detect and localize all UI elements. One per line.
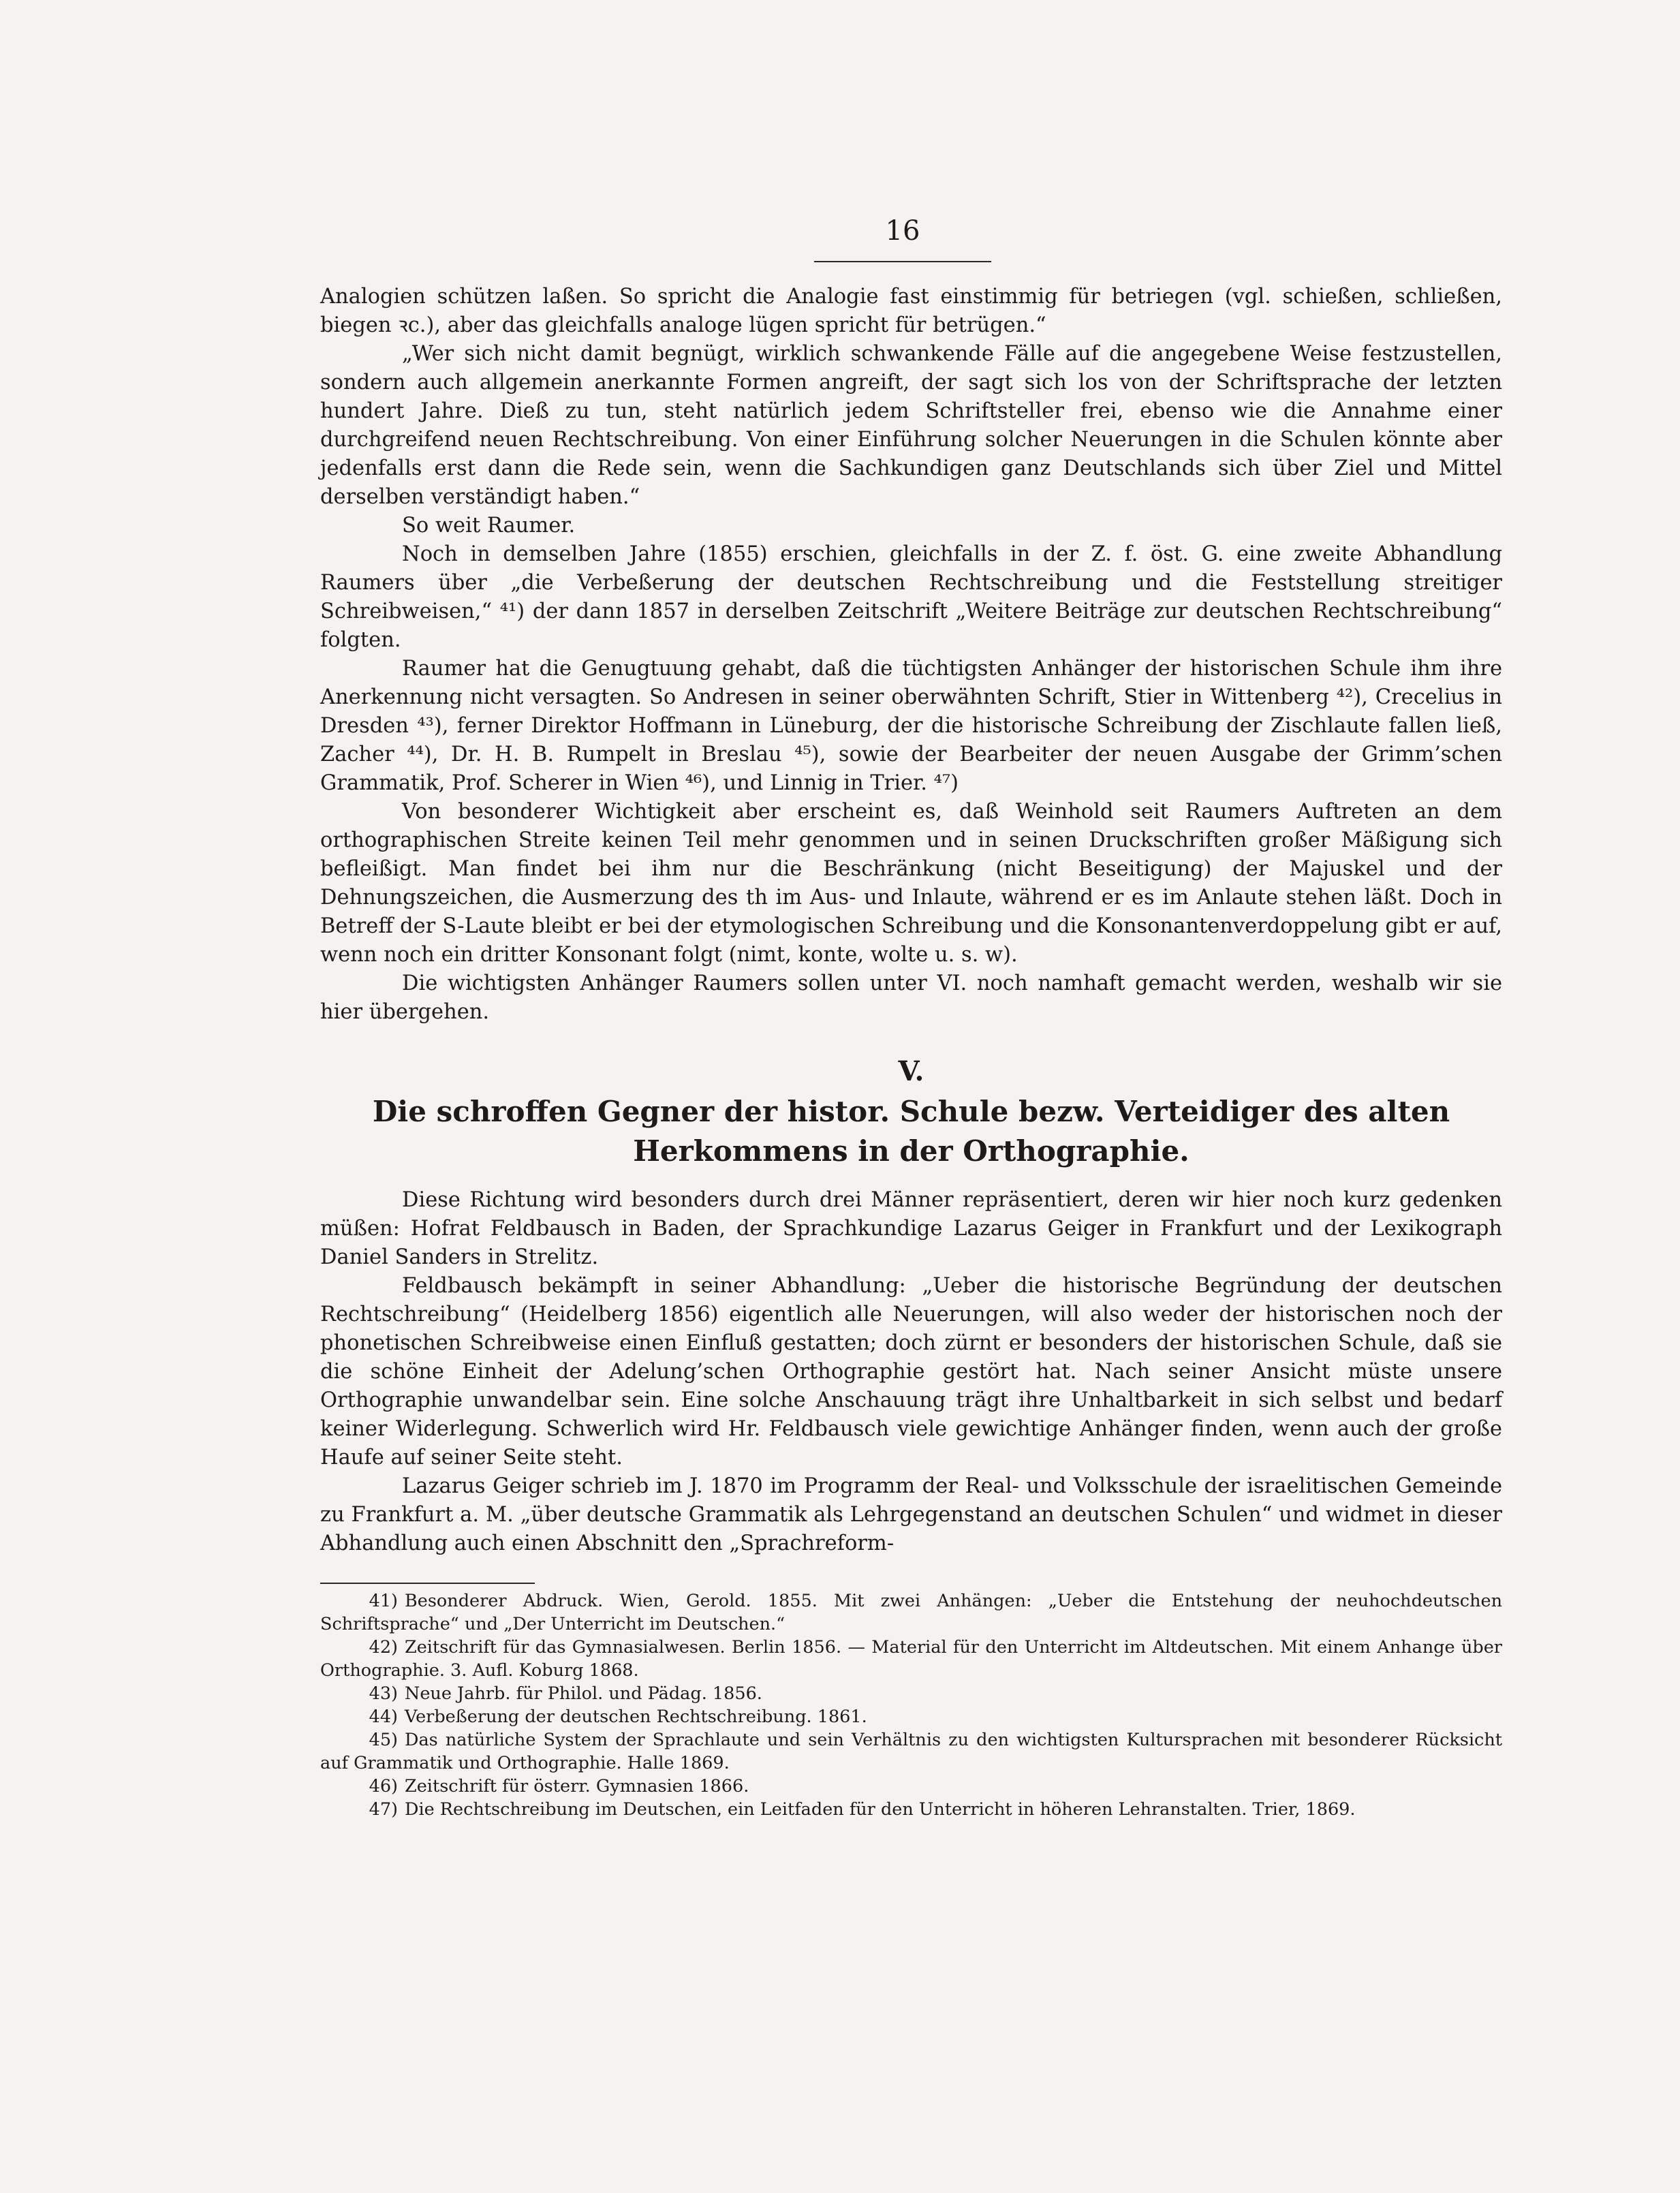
- footnote: [320, 1705, 1502, 1728]
- footnote-number: 43): [369, 1683, 398, 1704]
- footnotes: [320, 1589, 1502, 1821]
- footnote: [320, 1775, 1502, 1798]
- footnote: [320, 1798, 1502, 1821]
- paragraph: Von besonderer Wichtigkeit aber erscheint es, daß Weinhold seit Raumers Auftreten an dem orthographischen Streite keinen Teil mehr genommen und in seinen Druckschriften großer Mäßigung sich befleißigt. Man findet bei ihm nur die Beschränkung (nicht Beseitigung) der Majuskel und der Dehnungszeichen, die Ausmerzung des th im Aus- und Inlaute, während er es im Anlaute stehen läßt. Doch in Betreff der S-Laute bleibt er bei der etymologischen Schreibung und die Konsonantenverdoppelung gibt er auf, wenn noch ein dritter Konsonant folgt (nimt, konte, wolte u. s. w).: [320, 800, 1502, 967]
- paragraph: Diese Richtung wird besonders durch drei Männer repräsentiert, deren wir hier noch kurz gedenken müßen: Hofrat Feldbausch in Baden, der Sprachkundige Lazarus Geiger in Frankfurt und der Lexikograph Daniel Sanders in Strelitz.: [320, 1188, 1502, 1269]
- section-title: Die schroffen Gegner der histor. Schule bezw. Verteidiger des alten Herkommens in der Orthographie.: [372, 1095, 1450, 1168]
- section-paragraph-block: [320, 1186, 1502, 1558]
- footnote-text: Das natürliche System der Sprachlaute und sein Verhältnis zu den wichtigsten Kultursprachen mit besonderer Rücksicht auf Grammatik und Orthographie. Halle 1869.: [320, 1730, 1502, 1773]
- footnote: [320, 1589, 1502, 1636]
- paragraph-block: [320, 283, 1502, 1027]
- paragraph: Raumer hat die Genugtuung gehabt, daß die tüchtigsten Anhänger der historischen Schule ihm ihre Anerkennung nicht versagten. So Andresen in seiner oberwähnten Schrift, Stier in Wittenberg ⁴²), Crecelius in Dresden ⁴³), ferner Direktor Hoffmann in Lüneburg, der die historische Schreibung der Zischlaute fallen ließ, Zacher ⁴⁴), Dr. H. B. Rumpelt in Breslau ⁴⁵), sowie der Bearbeiter der neuen Ausgabe der Grimm’schen Grammatik, Prof. Scherer in Wien ⁴⁶), und Linnig in Trier. ⁴⁷): [320, 657, 1502, 795]
- footnote-text: Verbeßerung der deutschen Rechtschreibung. 1861.: [405, 1707, 867, 1727]
- paragraph: Noch in demselben Jahre (1855) erschien, gleichfalls in der Z. f. öst. G. eine zweite Abhandlung Raumers über „die Verbeßerung der deutschen Rechtschreibung und die Feststellung streitiger Schreibweisen,“ ⁴¹) der dann 1857 in derselben Zeitschrift „Weitere Beiträge zur deutschen Rechtschreibung“ folgten.: [320, 542, 1502, 652]
- paragraph: So weit Raumer.: [402, 514, 576, 538]
- footnote: [320, 1728, 1502, 1775]
- paragraph: Die wichtigsten Anhänger Raumers sollen unter VI. noch namhaft gemacht werden, weshalb wir sie hier übergehen.: [320, 971, 1502, 1024]
- paragraph: „Wer sich nicht damit begnügt, wirklich schwankende Fälle auf die angegebene Weise festzustellen, sondern auch allgemein anerkannte Formen angreift, der sagt sich los von der Schriftsprache der letzten hundert Jahre. Dieß zu tun, steht natürlich jedem Schriftsteller frei, ebenso wie die Annahme einer durchgreifend neuen Rechtschreibung. Von einer Einführung solcher Neuerungen in die Schulen könnte aber jedenfalls erst dann die Rede sein, wenn die Sachkundigen ganz Deutschlands sich über Ziel und Mittel derselben verständigt haben.“: [320, 342, 1502, 509]
- footnote: [320, 1682, 1502, 1705]
- footnote-text: Zeitschrift für das Gymnasialwesen. Berlin 1856. — Material für den Unterricht im Altdeutschen. Mit einem Anhange über Orthographie. 3. Aufl. Koburg 1868.: [320, 1637, 1502, 1681]
- main-text: [320, 283, 1502, 1821]
- footnote-number: 45): [369, 1730, 398, 1750]
- footnote-number: 46): [369, 1776, 398, 1797]
- page-number-rule: [814, 261, 991, 262]
- paragraph: Feldbausch bekämpft in seiner Abhandlung: „Ueber die historische Begründung der deutschen Rechtschreibung“ (Heidelberg 1856) eigentlich alle Neuerungen, will also weder der historischen noch der phonetischen Schreibweise einen Einfluß gestatten; doch zürnt er besonders der historischen Schule, daß sie die schöne Einheit der Adelung’schen Orthographie gestört hat. Nach seiner Ansicht müste unsere Orthographie unwandelbar sein. Eine solche Anschauung trägt ihre Unhaltbarkeit in sich selbst und bedarf keiner Widerlegung. Schwerlich wird Hr. Feldbausch viele gewichtige Anhänger finden, wenn auch der große Haufe auf seiner Seite steht.: [320, 1274, 1502, 1469]
- section-number: V.: [898, 1055, 924, 1087]
- footnote-number: 44): [369, 1707, 398, 1727]
- paragraph: Lazarus Geiger schrieb im J. 1870 im Programm der Real- und Volksschule der israelitischen Gemeinde zu Frankfurt a. M. „über deutsche Grammatik als Lehrgegenstand an deutschen Schulen“ und widmet in dieser Abhandlung auch einen Abschnitt den „Sprachreform-: [320, 1474, 1502, 1555]
- footnote-number: 47): [369, 1799, 398, 1820]
- paragraph: Analogien schützen laßen. So spricht die Analogie fast einstimmig für betriegen (vgl. schießen, schließen, biegen ꝛc.), aber das gleichfalls analoge lügen spricht für betrügen.“: [320, 285, 1502, 337]
- footnote-text: Neue Jahrb. für Philol. und Pädag. 1856.: [405, 1683, 762, 1704]
- footnote: [320, 1636, 1502, 1682]
- page-number: 16: [885, 215, 920, 247]
- footnote-text: Die Rechtschreibung im Deutschen, ein Leitfaden für den Unterricht in höheren Lehranstalten. Trier, 1869.: [405, 1799, 1356, 1820]
- footnote-text: Zeitschrift für österr. Gymnasien 1866.: [405, 1776, 749, 1797]
- footnote-rule: [320, 1583, 535, 1584]
- footnote-text: Besonderer Abdruck. Wien, Gerold. 1855. Mit zwei Anhängen: „Ueber die Entstehung der neuhochdeutschen Schriftsprache“ und „Der Unterricht im Deutschen.“: [320, 1591, 1502, 1634]
- footnote-number: 41): [369, 1591, 398, 1611]
- footnote-number: 42): [369, 1637, 398, 1658]
